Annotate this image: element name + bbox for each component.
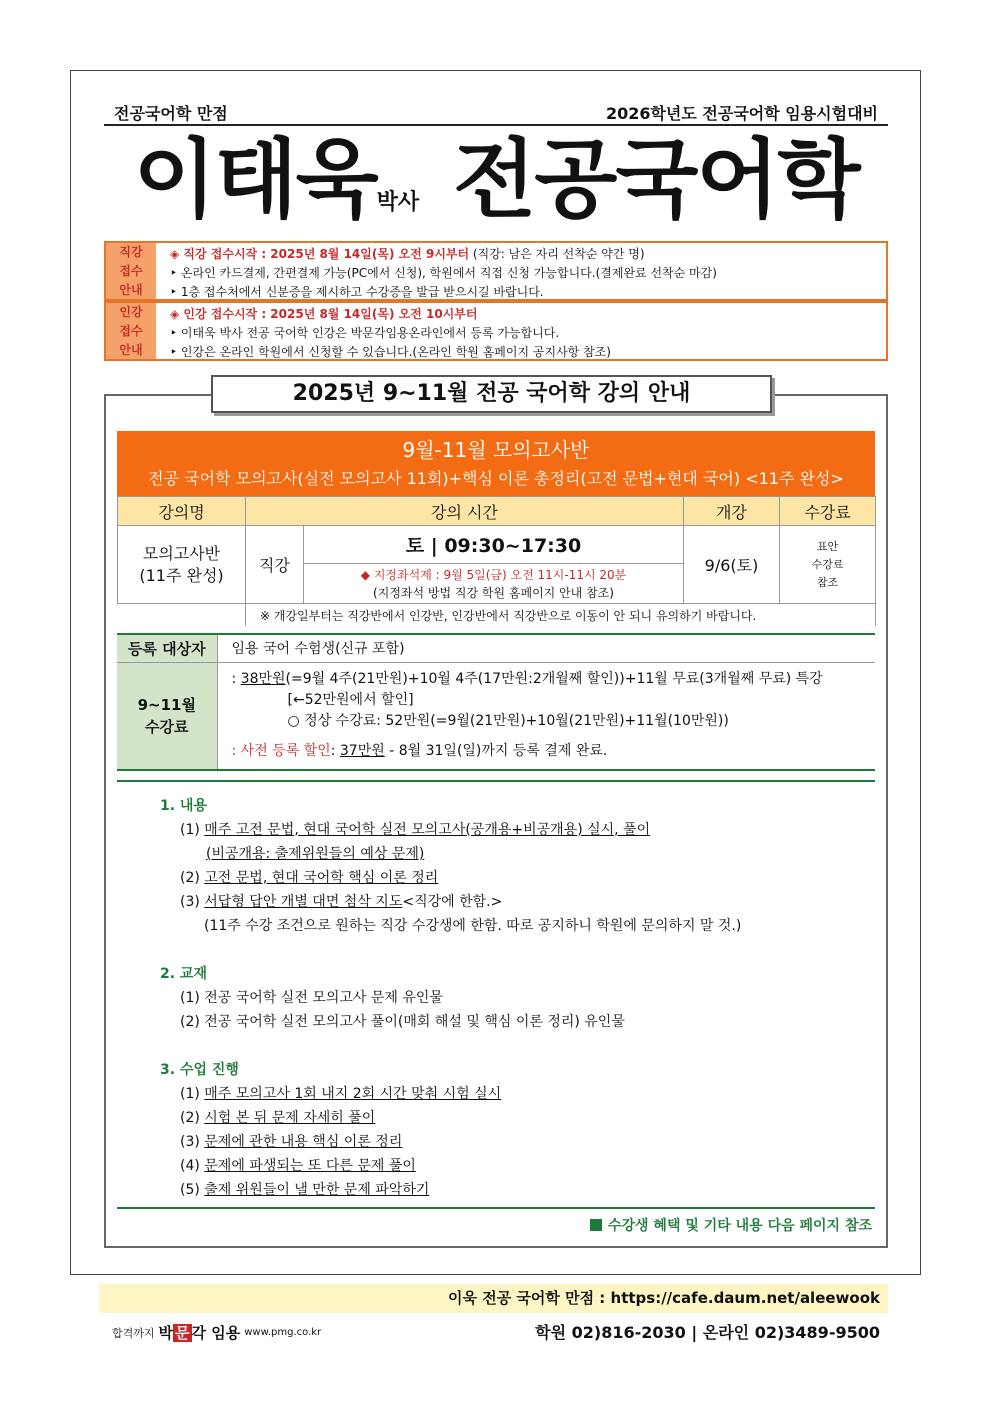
tag-line: 안내 [119, 282, 143, 297]
fee-value [217, 662, 875, 770]
note-blank [118, 604, 246, 627]
target-label: 등록 대상자 [117, 634, 217, 662]
fee-label-line: 9~11월 [137, 695, 196, 714]
tag-line: 안내 [119, 342, 143, 357]
seat-cell [304, 564, 684, 604]
content-rule [117, 1207, 875, 1209]
item-num: (2) [180, 870, 205, 886]
page-title [0, 130, 992, 230]
fee-label-line: 수강료 [145, 717, 189, 736]
cafe-link[interactable]: 이욱 전공 국어학 만점 : https://cafe.daum.net/aleewook [99, 1284, 888, 1313]
fee-main [232, 669, 876, 690]
notice-line [170, 305, 872, 324]
notice-highlight: ◈ 인강 접수시작 : 2025년 8월 14일(목) 오전 10시부터 [170, 307, 478, 321]
early-amount: 37만원 [339, 743, 385, 760]
item-text: 문제에 관한 내용 핵심 이론 정리 [204, 1134, 403, 1150]
notice-text: (직강: 남은 자리 선착순 약간 명) [469, 247, 645, 261]
course-sub: (11주 완성) [139, 565, 224, 585]
list-item [160, 842, 741, 866]
item-num: (1) [180, 822, 205, 838]
list-item: (2) 전공 국어학 실전 모의고사 풀이(매회 해설 및 핵심 이론 정리) 유인물 [180, 1014, 625, 1030]
registration-table [117, 633, 875, 771]
item-text: 출제 위원들이 낼 만한 문제 파악하기 [204, 1182, 430, 1198]
seat-notice: ◆ 지정좌석제 : 9월 5일(금) 오전 11시-11시 20분 [360, 567, 627, 582]
notice-offline-tag [106, 243, 156, 299]
fee-detail: (=9월 4주(21만원)+10월 4주(17만원:2개월째 할인))+11월 무료(3개월째 무료) 특강 [285, 671, 823, 688]
item-text: 시험 본 뒤 문제 자세히 풀이 [204, 1110, 376, 1126]
header-time: 강의 시간 [246, 497, 684, 526]
tag-line: 인강 [119, 304, 143, 319]
next-page-text: 수강생 혜택 및 기타 내용 다음 페이지 참조 [607, 1218, 872, 1234]
notice-line [170, 283, 872, 302]
logo-brand [159, 1322, 241, 1343]
item-num: (1) [180, 1086, 205, 1102]
logo-part: 각 [191, 1324, 207, 1342]
fee-amount: 38만원 [240, 671, 286, 688]
fee-regular: ○ 정상 수강료: 52만원(=9월(21만원)+10월(21만원)+11월(10만원)) [287, 713, 729, 730]
notice-offline [104, 241, 888, 301]
list-item-note: (11주 수강 조건으로 원하는 직강 수강생에 한함. 따로 공지하니 학원에 문의하지 말 것.) [204, 918, 742, 934]
notice-line [170, 245, 872, 264]
item-num: (5) [180, 1182, 205, 1198]
target-value: 임용 국어 수험생(신규 포함) [217, 634, 875, 662]
course-start: 9/6(토) [684, 526, 780, 604]
item-text: 매주 고전 문법, 현대 국어학 실전 모의고사(공개용+비공개용) 실시, 풀이 [204, 822, 651, 838]
arrow-box-icon [590, 1219, 602, 1231]
course-name-cell [118, 526, 246, 604]
course-note: ※ 개강일부터는 직강반에서 인강반, 인강반에서 직강반으로 이동이 안 되니 유의하기 바랍니다. [246, 604, 876, 627]
fee-line: 표안 [816, 539, 839, 553]
notice-online-tag [106, 303, 156, 359]
list-item [160, 1178, 741, 1202]
title-subject: 전공국어학 [453, 130, 859, 230]
title-name: 이태욱 [133, 130, 377, 230]
section-heading: 1. 내용 [160, 798, 207, 814]
header-fee: 수강료 [780, 497, 876, 526]
logo-part: 임용 [206, 1324, 241, 1342]
item-text: 문제에 파생되는 또 다른 문제 풀이 [204, 1158, 416, 1174]
course-time: 토 | 09:30~17:30 [304, 526, 684, 564]
notice-offline-body [156, 243, 886, 299]
fee-prefix: : [231, 671, 241, 688]
item-text: (비공개용: 출제위원들의 예상 문제) [206, 846, 425, 862]
section-heading: 2. 교재 [160, 966, 207, 982]
item-num: (2) [180, 1110, 205, 1126]
list-item [160, 866, 741, 890]
early-rest: - 8월 31일(일)까지 등록 결제 완료. [384, 743, 608, 760]
logo-part: 박 [158, 1324, 174, 1342]
notice-text: ‣ 이태욱 박사 전공 국어학 인강은 박문각임용온라인에서 등록 가능합니다. [170, 326, 560, 340]
list-item [160, 1130, 741, 1154]
course-name: 모의고사반 [142, 543, 221, 563]
notice-online-body [156, 303, 886, 359]
item-text: 고전 문법, 현대 국어학 핵심 이론 정리 [204, 870, 439, 886]
next-page-note [590, 1215, 872, 1235]
banner-subtitle: 전공 국어학 모의고사(실전 모의고사 11회)+핵심 이론 총정리(고전 문법+현대 국어) <11주 완성> [148, 469, 844, 488]
course-fee [780, 526, 876, 604]
notice-online [104, 301, 888, 361]
list-item [160, 818, 741, 842]
header-start: 개강 [684, 497, 780, 526]
logo-pre: 합격까지 [112, 1326, 155, 1340]
section-title: 2025년 9~11월 전공 국어학 강의 안내 [211, 375, 772, 413]
early-colon: : [330, 743, 340, 760]
list-item [160, 1082, 741, 1106]
title-suffix: 박사 [376, 190, 420, 215]
section-heading: 3. 수업 진행 [160, 1062, 239, 1078]
fee-line: 참조 [816, 575, 839, 589]
notice-text: ‣ 인강은 온라인 학원에서 신청할 수 있습니다.(온라인 학원 홈페이지 공지사항 참조) [170, 345, 611, 359]
course-note-row [118, 604, 876, 627]
seat-method: (지정좌석 방법 직강 학원 홈페이지 안내 참조) [373, 585, 614, 600]
item-text: <직강에 한함.> [402, 894, 503, 910]
list-item [160, 1106, 741, 1130]
notice-text: ‣ 온라인 카드결제, 간편결제 가능(PC에서 신청), 학원에서 직접 신청 가능합니다.(결제완료 선착순 마감) [170, 266, 717, 280]
header-left: 전공국어학 만점 [114, 104, 228, 123]
fee-label [117, 662, 217, 770]
notice-line [170, 343, 872, 362]
list-item [160, 1154, 741, 1178]
tag-line: 접수 [119, 323, 143, 338]
fee-line: 수강료 [811, 557, 844, 571]
item-num: (3) [180, 894, 205, 910]
tag-line: 접수 [119, 263, 143, 278]
course-table [117, 496, 876, 626]
item-num: (4) [180, 1158, 205, 1174]
registration-rule [117, 780, 875, 782]
header-rule [104, 124, 888, 126]
logo [112, 1322, 321, 1343]
tag-line: 직강 [119, 244, 143, 259]
contact-phone: 학원 02)816-2030 | 온라인 02)3489-9500 [535, 1323, 880, 1342]
banner-title: 9월-11월 모의고사반 [402, 438, 590, 462]
early-prefix: : 사전 등록 할인 [231, 743, 331, 760]
list-item: (1) 전공 국어학 실전 모의고사 문제 유인물 [180, 990, 443, 1006]
course-type: 직강 [246, 526, 304, 604]
item-text: 서답형 답안 개별 대면 첨삭 지도 [204, 894, 403, 910]
item-text: 매주 모의고사 1회 내지 2회 시간 맞춰 시험 실시 [204, 1086, 502, 1102]
list-item [160, 890, 741, 914]
content-body [160, 794, 741, 1202]
logo-part: 문 [175, 1324, 190, 1342]
early-fee [232, 741, 876, 762]
course-row-1 [118, 526, 876, 564]
item-num: (3) [180, 1134, 205, 1150]
course-banner [117, 431, 875, 496]
header-right: 2026학년도 전공국어학 임용시험대비 [605, 104, 878, 123]
target-row [117, 634, 875, 662]
notice-highlight: ◈ 직강 접수시작 : 2025년 8월 14일(목) 오전 9시부터 [170, 247, 470, 261]
fee-row [117, 662, 875, 770]
notice-text: ‣ 1층 접수처에서 신분증을 제시하고 수강증을 발급 받으시길 바랍니다. [170, 285, 544, 299]
notice-line [170, 324, 872, 343]
header-course-name: 강의명 [118, 497, 246, 526]
logo-url[interactable]: www.pmg.co.kr [244, 1327, 322, 1338]
fee-discount: [←52만원에서 할인] [287, 692, 414, 709]
notice-line [170, 264, 872, 283]
course-table-header [118, 497, 876, 526]
